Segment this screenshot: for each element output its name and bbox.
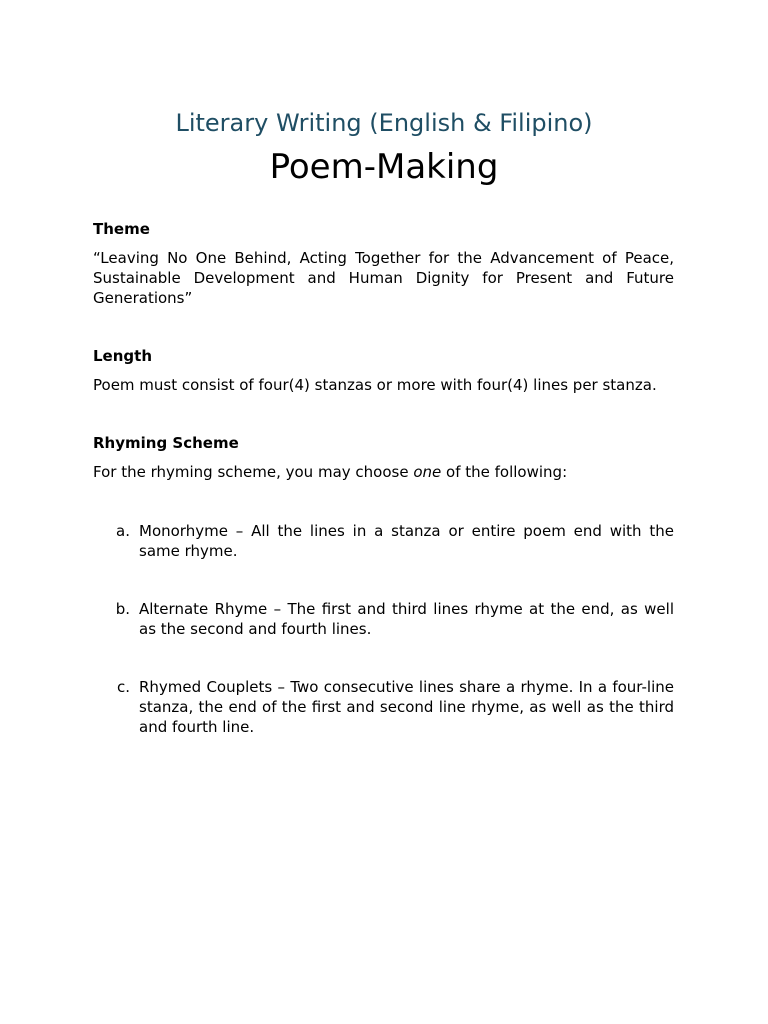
list-item-marker: b. bbox=[115, 600, 130, 618]
length-text: Poem must consist of four(4) stanzas or more with four(4) lines per stanza. bbox=[93, 376, 657, 394]
rhyming-scheme-intro bbox=[93, 462, 674, 482]
list-item-text: Alternate Rhyme – The first and third lines rhyme at the end, as well as the second and fourth lines. bbox=[139, 600, 674, 638]
list-item-text: Monorhyme – All the lines in a stanza or entire poem end with the same rhyme. bbox=[139, 522, 674, 560]
rhyming-scheme-section bbox=[93, 433, 674, 737]
rhyming-intro-before: For the rhyming scheme, you may choose bbox=[93, 463, 414, 481]
rhyming-intro-after: of the following: bbox=[441, 463, 568, 481]
list-item bbox=[93, 599, 674, 639]
theme-text: “Leaving No One Behind, Acting Together for the Advancement of Peace, Sustainable Development and Human Dignity for Present and Future Generations” bbox=[93, 249, 674, 307]
list-item bbox=[93, 521, 674, 561]
rhyming-scheme-heading: Rhyming Scheme bbox=[93, 434, 239, 452]
document-subtitle: Literary Writing (English & Filipino) bbox=[175, 109, 593, 137]
list-item bbox=[93, 677, 674, 737]
list-item-text: Rhymed Couplets – Two consecutive lines share a rhyme. In a four-line stanza, the end of the first and second line rhyme, as well as the third and fourth line. bbox=[139, 678, 674, 736]
length-section bbox=[93, 346, 674, 395]
list-item-marker: c. bbox=[116, 678, 130, 696]
length-heading: Length bbox=[93, 347, 152, 365]
theme-heading: Theme bbox=[93, 220, 150, 238]
document-body bbox=[93, 219, 674, 737]
list-item-marker: a. bbox=[116, 522, 130, 540]
rhyming-intro-emphasis: one bbox=[413, 463, 442, 481]
theme-section bbox=[93, 219, 674, 308]
document-title: Poem-Making bbox=[269, 147, 499, 187]
